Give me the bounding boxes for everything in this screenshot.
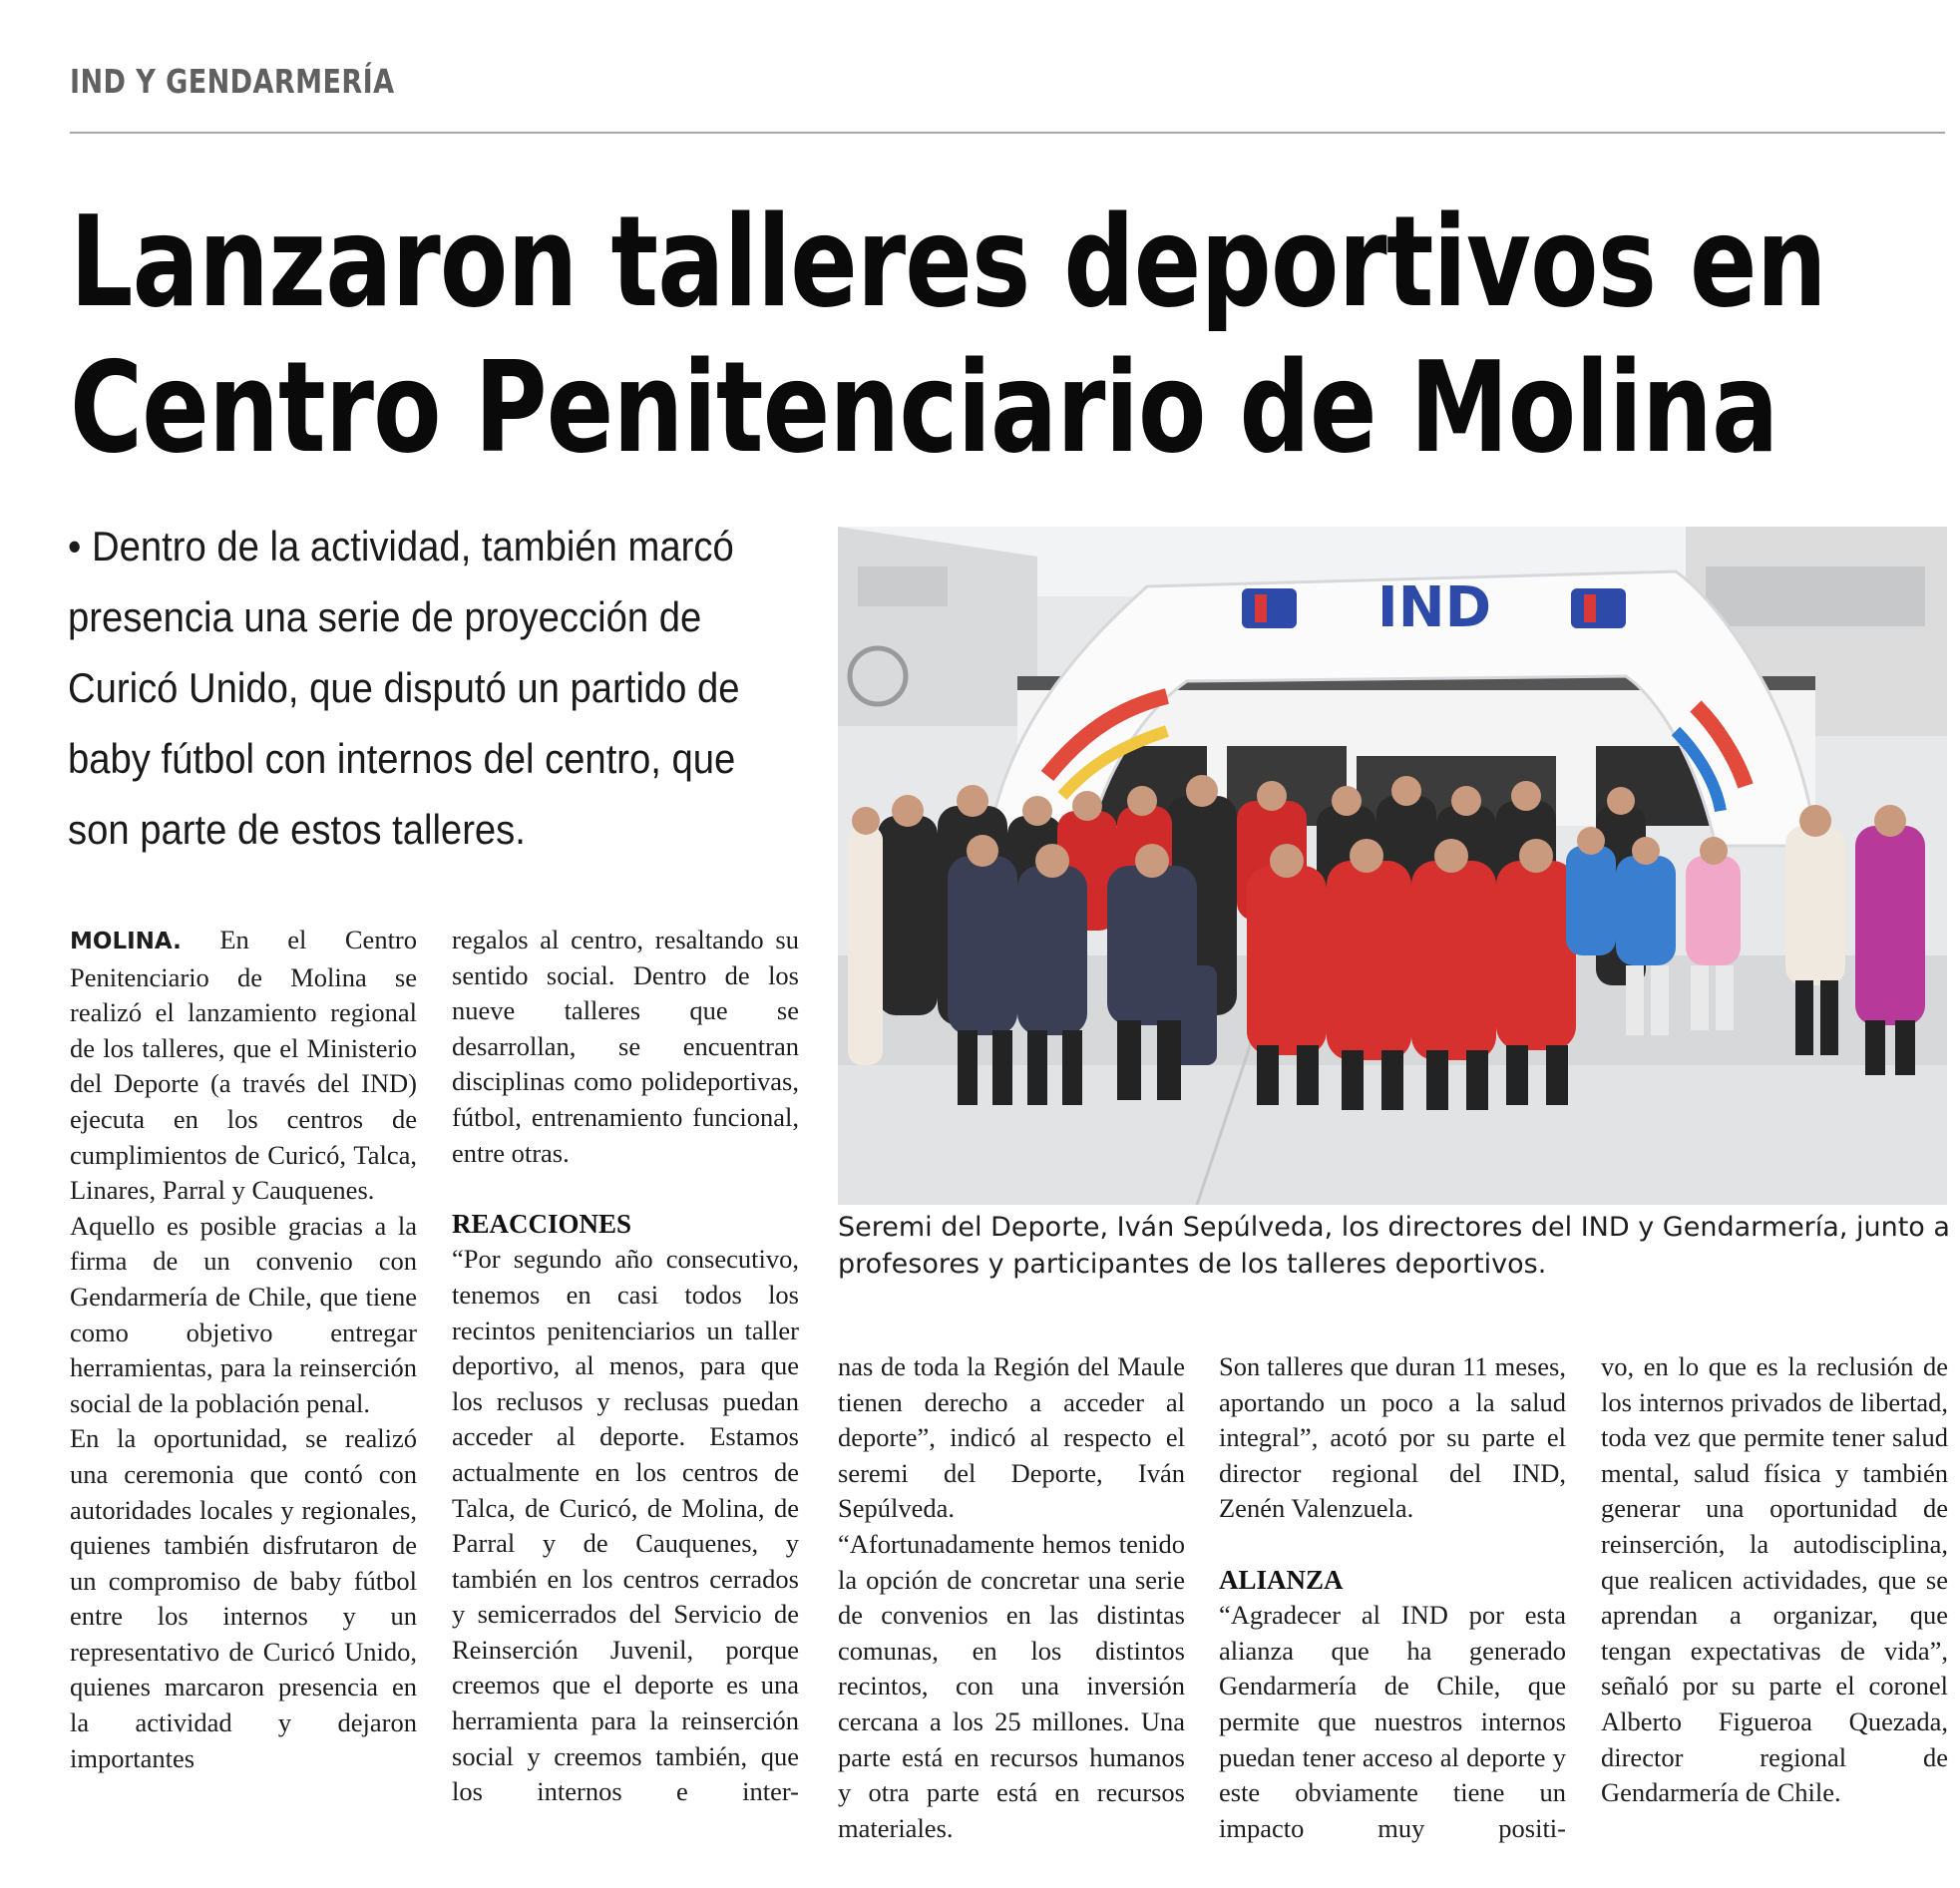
subheading-reacciones: REACCIONES — [452, 1208, 632, 1239]
arch-logo-text: IND — [1376, 575, 1492, 640]
article-paragraph — [70, 923, 417, 1209]
article-paragraph: En la oportunidad, se realizó una ceremonia que contó con autoridades locales y regionales, quienes también disfrutaron de un compromiso de baby fútbol entre los internos y un representativo de Curicó Unido, quienes marcaron presencia en la actividad y dejaron importantes — [70, 1423, 417, 1773]
article-paragraph: “Afortunadamente hemos tenido la opción de concretar una serie de convenios en las distintas comunas, en los distintos recintos, con una inversión cercana a los 25 millones. Una parte está en recursos humanos y otra parte está en recursos materiales. — [838, 1528, 1185, 1843]
caption-line-1: Seremi del Deporte, Iván Sepúlveda, los directores del IND y Gendarmería, junto a — [838, 1212, 1950, 1243]
lede-line-2: presencia una serie de proyección de — [68, 593, 702, 640]
article-column-5 — [1601, 1349, 1948, 1811]
section-divider — [70, 132, 1945, 134]
article-paragraph: “Agradecer al IND por esta alianza que ha generado Gendarmería de Chile, que permite que nuestros internos puedan tener acceso al deporte y este obviamente tiene un impacto muy positi- — [1219, 1600, 1566, 1843]
article-paragraph: vo, en lo que es la reclusión de los internos privados de libertad, toda vez que permite tener salud mental, salud física y también generar una oportunidad de reinserción, la autodisciplina, que realicen actividades, que se aprendan a organizar, que tengan expectativas de vida”, señaló por su parte el coronel Alberto Figueroa Quezada, director regional de Gendarmería de Chile. — [1601, 1351, 1948, 1808]
lede-line-3: Curicó Unido, que disputó un partido de — [68, 664, 740, 711]
lede-line-1-text: Dentro de la actividad, también marcó — [92, 523, 734, 569]
article-column-1 — [70, 923, 417, 1776]
lede-line-5: son parte de estos talleres. — [68, 806, 526, 853]
dateline: MOLINA. — [70, 929, 182, 954]
article-paragraph: Son talleres que duran 11 meses, aportando un poco a la salud integral”, acotó por su parte el director regional del IND, Zenén Valenzuela. — [1219, 1351, 1566, 1524]
article-column-2 — [452, 923, 799, 1810]
subheading-alianza: ALIANZA — [1219, 1564, 1344, 1595]
headline — [70, 189, 1960, 481]
group-photo — [838, 527, 1947, 1205]
section-label: IND Y GENDARMERÍA — [70, 62, 395, 101]
bullet-icon: • — [68, 523, 82, 569]
headline-line-2: Centro Penitenciario de Molina — [70, 334, 1778, 481]
caption-line-2: profesores y participantes de los talleres deportivos. — [838, 1249, 1547, 1280]
article-paragraph: “Por segundo año consecutivo, tenemos en casi todos los recintos penitenciarios un taller deportivo, al menos, para que los reclusos y reclusas puedan acceder al deporte. Estamos actualmente en los centros de Talca, de Curicó, de Molina, de Parral y de Cauquenes, y también en los centros cerrados y semicerrados del Servicio de Reinserción Juvenil, porque creemos que el deporte es una herramienta para la reinserción social y creemos también, que los internos e inter- — [452, 1244, 799, 1807]
paragraph-text: En el Centro Penitenciario de Molina se realizó el lanzamiento regional de los talleres, que el Ministerio del Deporte (a través del IND) ejecuta en los centros de cumplimientos de Curicó, Talca, Linares, Parral y Cauquenes. — [70, 925, 418, 1206]
article-paragraph: Aquello es posible gracias a la firma de un convenio con Gendarmería de Chile, que tiene como objetivo entregar herramientas, para la reinserción social de la población penal. — [70, 1210, 417, 1418]
lede-line-4: baby fútbol con internos del centro, que — [68, 735, 736, 782]
article-paragraph: nas de toda la Región del Maule tienen derecho a acceder al deporte”, indicó al respecto el seremi del Deporte, Iván Sepúlveda. — [838, 1351, 1185, 1524]
article-column-3 — [838, 1349, 1185, 1846]
lede-line-1 — [68, 511, 785, 581]
article-paragraph: regalos al centro, resaltando su sentido social. Dentro de los nueve talleres que se desarrollan, se encuentran disciplinas como polideportivas, fútbol, entrenamiento funcional, entre otras. — [452, 925, 799, 1168]
headline-line-1: Lanzaron talleres deportivos en — [70, 189, 1826, 335]
photo-caption — [838, 1209, 1950, 1283]
lede-summary — [68, 511, 785, 865]
article-column-4 — [1219, 1349, 1566, 1846]
